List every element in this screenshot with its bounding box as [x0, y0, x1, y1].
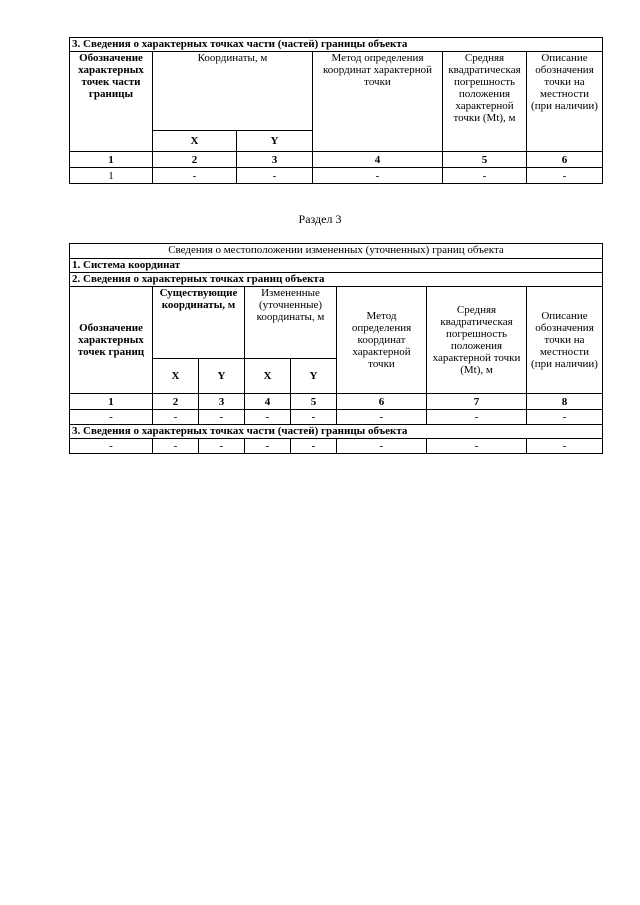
header-designation: Обозначение характерных точек границ: [70, 287, 153, 394]
header-coordinates: Координаты, м: [153, 52, 313, 131]
table-cell: -: [245, 410, 291, 425]
col-number: 4: [313, 152, 443, 168]
col-number: 7: [427, 394, 527, 410]
table-cell: -: [153, 168, 237, 184]
boundary-points-subtitle: 2. Сведения о характерных точках границ объекта: [70, 273, 603, 287]
header-changed-coordinates: Измененные (уточненные) координаты, м: [245, 287, 337, 359]
table-cell: -: [291, 439, 337, 454]
table-cell: -: [337, 410, 427, 425]
header-existing-x: X: [153, 359, 199, 394]
header-description: Описание обозначения точки на местности (при наличии): [527, 52, 603, 152]
table1-title: 3. Сведения о характерных точках части (частей) границы объекта: [70, 38, 603, 52]
table2-title: Сведения о местоположении измененных (уточненных) границ объекта: [70, 244, 603, 259]
header-changed-x: X: [245, 359, 291, 394]
column-numbers-row: [70, 394, 603, 410]
header-error: Средняя квадратическая погрешность положения характерной точки (Mt), м: [443, 52, 527, 152]
col-number: 6: [337, 394, 427, 410]
table-cell: -: [427, 410, 527, 425]
table-cell: -: [245, 439, 291, 454]
changed-boundaries-table: [69, 243, 603, 454]
header-existing-coordinates: Существующие координаты, м: [153, 287, 245, 359]
part-boundary-points-subtitle: 3. Сведения о характерных точках части (частей) границы объекта: [70, 425, 603, 439]
col-number: 6: [527, 152, 603, 168]
table-cell: -: [237, 168, 313, 184]
table-cell: -: [313, 168, 443, 184]
table-cell: -: [199, 410, 245, 425]
column-numbers-row: [70, 152, 603, 168]
col-number: 8: [527, 394, 603, 410]
header-method: Метод определения координат характерной точки: [337, 287, 427, 394]
table-cell: -: [70, 410, 153, 425]
col-number: 3: [199, 394, 245, 410]
section-title: Раздел 3: [298, 212, 342, 226]
table-cell: -: [527, 168, 603, 184]
header-changed-y: Y: [291, 359, 337, 394]
table-cell: -: [427, 439, 527, 454]
header-description: Описание обозначения точки на местности (при наличии): [527, 287, 603, 394]
header-x: X: [153, 131, 237, 152]
table-cell: -: [70, 439, 153, 454]
header-designation: Обозначение характерных точек части границы: [70, 52, 153, 152]
coordinate-system-row: 1. Система координат: [70, 259, 603, 273]
table-row: [70, 439, 603, 454]
header-method: Метод определения координат характерной точки: [313, 52, 443, 152]
col-number: 2: [153, 152, 237, 168]
col-number: 5: [291, 394, 337, 410]
header-y: Y: [237, 131, 313, 152]
col-number: 3: [237, 152, 313, 168]
table-row: [70, 168, 603, 184]
col-number: 2: [153, 394, 199, 410]
col-number: 5: [443, 152, 527, 168]
col-number: 1: [70, 152, 153, 168]
table-row: [70, 410, 603, 425]
table-cell: -: [527, 410, 603, 425]
part-boundary-points-table: [69, 37, 603, 184]
table-cell: -: [291, 410, 337, 425]
table-cell: -: [337, 439, 427, 454]
header-existing-y: Y: [199, 359, 245, 394]
table-cell: -: [153, 410, 199, 425]
col-number: 1: [70, 394, 153, 410]
table-cell: -: [443, 168, 527, 184]
table-cell: -: [527, 439, 603, 454]
col-number: 4: [245, 394, 291, 410]
table-cell: 1: [70, 168, 153, 184]
table-cell: -: [199, 439, 245, 454]
table-cell: -: [153, 439, 199, 454]
header-error: Средняя квадратическая погрешность положения характерной точки (Mt), м: [427, 287, 527, 394]
